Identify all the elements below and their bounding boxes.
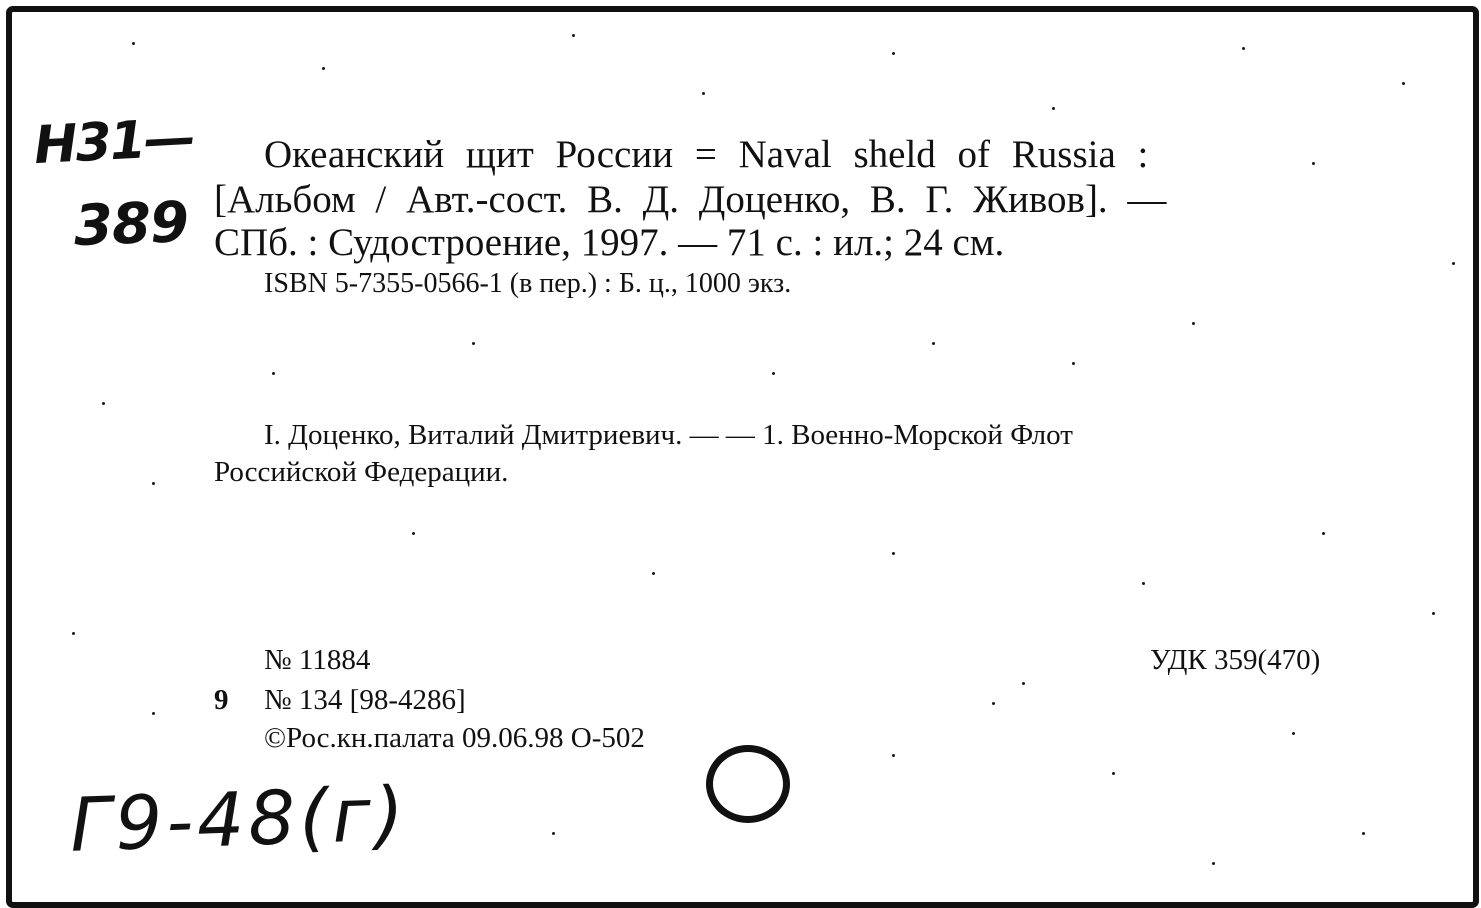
- catalog-card: [6, 6, 1479, 908]
- registry-number: № 134 [98-4286]: [264, 684, 466, 716]
- card-number-prefix: 9: [214, 684, 229, 716]
- title-line-3: СПб. : Судостроение, 1997. — 71 с. : ил.; 24 см.: [214, 221, 1005, 264]
- subject-heading-line-1: I. Доценко, Виталий Дмитриевич. — — 1. Военно-Морской Флот: [264, 419, 1073, 451]
- isbn-line: ISBN 5-7355-0566-1 (в пер.) : Б. ц., 1000 экз.: [264, 268, 792, 299]
- title-line-1: Океанский щит России = Naval sheld of Russia :: [264, 133, 1149, 176]
- punched-hole: [706, 745, 790, 823]
- handwritten-shelfmark-line2: 389: [72, 190, 190, 259]
- subject-heading-line-2: Российской Федерации.: [214, 456, 509, 488]
- copyright-line: ©Рос.кн.палата 09.06.98 О-502: [264, 722, 645, 754]
- card-number: № 11884: [264, 644, 371, 676]
- handwritten-shelfmark-line1: Н31—: [32, 107, 196, 177]
- title-line-2: [Альбом / Авт.-сост. В. Д. Доценко, В. Г. Живов]. —: [214, 178, 1167, 221]
- handwritten-inventory-number: Г9-48(г): [68, 771, 410, 869]
- udc-code: УДК 359(470): [1150, 644, 1321, 676]
